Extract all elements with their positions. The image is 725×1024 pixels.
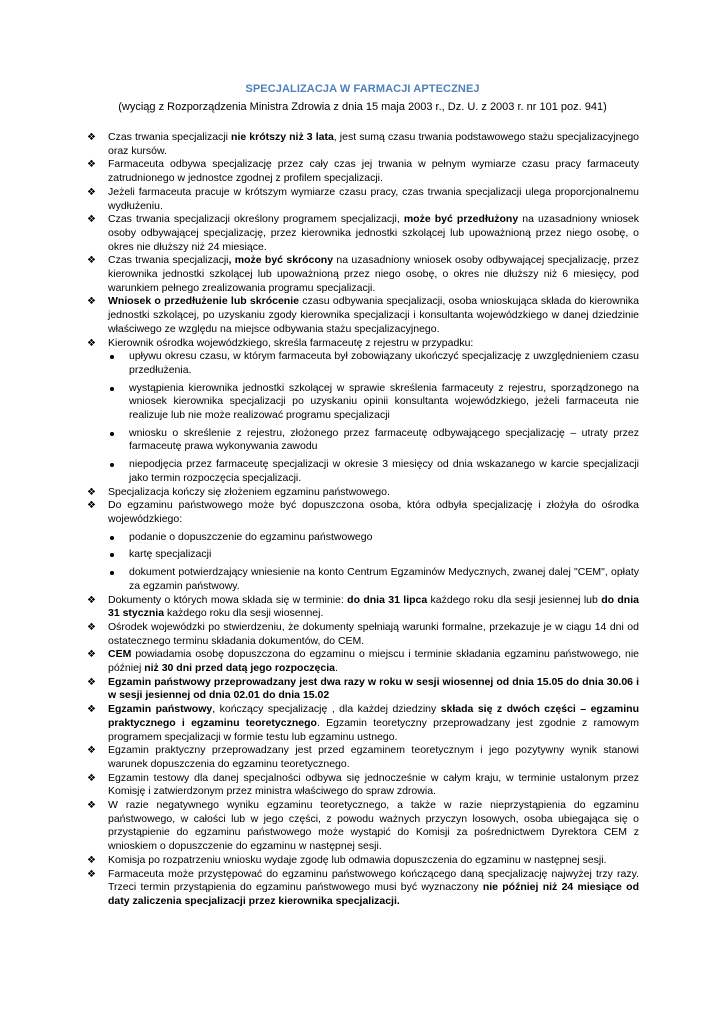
sub-list-item: wniosku o skreślenie z rejestru, złożonego przez farmaceutę odbywającego specjalizację – utraty przez farmaceutę prawa wykonywania zawodu <box>87 427 639 454</box>
four-diamond-bullet-icon: ❖ <box>87 704 96 716</box>
list-item: ❖ Farmaceuta odbywa specjalizację przez cały czas jej trwania w pełnym wymiarze czasu pracy farmaceuty zatrudnionego w jednostce zgodnej z profilem specjalizacji. <box>87 158 639 185</box>
list-item: ❖ Do egzaminu państwowego może być dopuszczona osoba, która odbyła specjalizację i złożyła do ośrodka wojewódzkiego: <box>87 499 639 525</box>
sub-list-item: wystąpienia kierownika jednostki szkolącej w sprawie skreślenia farmaceuty z rejestru, sporządzonego na wniosek kierownika specjalizacji po uzyskaniu opinii konsultanta wojewódzkiego, jeżeli farmaceuta nie realizuje lub nie może realizować programu specjalizacji <box>87 382 639 423</box>
sub-list-item: dokument potwierdzający wniesienie na konto Centrum Egzaminów Medycznych, zwanej dalej "CEM", opłaty za egzamin państwowy. <box>87 566 639 593</box>
four-diamond-bullet-icon: ❖ <box>87 132 96 143</box>
four-diamond-bullet-icon: ❖ <box>87 296 96 308</box>
list-item: ❖ Egzamin testowy dla danej specjalności odbywa się jednocześnie w całym kraju, w terminie ustalonym przez Komisję i zatwierdzonym przez ministra właściwego do spraw zdrowia. <box>87 771 639 798</box>
four-diamond-bullet-icon: ❖ <box>87 255 96 267</box>
document-title: SPECJALIZACJA W FARMACJI APTECZNEJ <box>245 83 480 95</box>
round-bullet-icon <box>110 463 114 467</box>
four-diamond-bullet-icon: ❖ <box>87 486 96 498</box>
sub-list-item: kartę specjalizacji <box>87 548 639 562</box>
list-item: ❖ Farmaceuta może przystępować do egzaminu państwowego kończącego daną specjalizację najwyżej trzy razy. Trzeci termin przystąpienia do egzaminu państwowego musi być wyznaczony nie później niż 24 miesiące od daty zaliczenia specjalizacji przez kierownika specjalizacji. <box>87 867 639 907</box>
list-item: ❖ Czas trwania specjalizacji nie krótszy niż 3 lata, jest sumą czasu trwania podstawowego stażu specjalizacyjnego oraz kursów. <box>87 131 639 157</box>
round-bullet-icon <box>110 432 114 436</box>
four-diamond-bullet-icon: ❖ <box>87 854 96 866</box>
four-diamond-bullet-icon: ❖ <box>87 159 96 171</box>
four-diamond-bullet-icon: ❖ <box>87 214 96 226</box>
list-item: ❖ W razie negatywnego wyniku egzaminu teoretycznego, a także w razie nieprzystąpienia do egzaminu państwowego, w całości lub w jego części, z powodu ważnych przyczyn losowych, osoba ubiegająca się o przystąpienie do egzaminu państwowego może wystąpić do Komisji za pośrednictwem Dyrektora CEM z wnioskiem o dopuszczenie do egzaminu w następnej sesji. <box>87 799 639 853</box>
list-item: ❖ Jeżeli farmaceuta pracuje w krótszym wymiarze czasu pracy, czas trwania specjalizacji ulega proporcjonalnemu wydłużeniu. <box>87 185 639 212</box>
four-diamond-bullet-icon: ❖ <box>87 594 96 606</box>
list-item: ❖ CEM powiadamia osobę dopuszczona do egzaminu o miejscu i terminie składania egzaminu państwowego, nie później niż 30 dni przed datą jego rozpoczęcia. <box>87 648 639 675</box>
round-bullet-icon <box>110 355 114 359</box>
four-diamond-bullet-icon: ❖ <box>87 745 96 757</box>
list-item: ❖ Egzamin państwowy, kończący specjalizację , dla każdej dziedziny składa się z dwóch części – egzaminu praktycznego i egzaminu teoretycznego. Egzamin teoretyczny przeprowadzany jest zgodnie z ramowym programem specjalizacji w formie testu lub egzaminu ustnego. <box>87 703 640 743</box>
four-diamond-bullet-icon: ❖ <box>87 800 96 812</box>
sub-list-item: upływu okresu czasu, w którym farmaceuta był zobowiązany ukończyć specjalizację z uwzględnieniem czasu przedłużenia. <box>87 350 639 377</box>
list-item: ❖ Egzamin praktyczny przeprowadzany jest przed egzaminem teoretycznym i jego pozytywny wynik stanowi warunek dopuszczenia do egzaminu teoretycznego. <box>87 744 639 770</box>
document-subtitle: (wyciąg z Rozporządzenia Ministra Zdrowia z dnia 15 maja 2003 r., Dz. U. z 2003 r. nr 101 poz. 941) <box>118 101 607 113</box>
four-diamond-bullet-icon: ❖ <box>87 621 96 633</box>
sub-list-item: niepodjęcia przez farmaceutę specjalizacji w okresie 3 miesięcy od dnia wskazanego w karcie specjalizacji jako termin rozpoczęcia specjalizacji. <box>87 458 639 485</box>
document-body <box>87 131 639 909</box>
sub-list-item: podanie o dopuszczenie do egzaminu państwowego <box>87 531 639 545</box>
four-diamond-bullet-icon: ❖ <box>87 676 96 688</box>
four-diamond-bullet-icon: ❖ <box>87 868 96 880</box>
round-bullet-icon <box>110 553 114 557</box>
list-item: ❖ Ośrodek wojewódzki po stwierdzeniu, że dokumenty spełniają warunki formalne, przekazuje je w ciągu 14 dni od ostatecznego terminu składania dokumentów, do CEM. <box>87 620 639 647</box>
four-diamond-bullet-icon: ❖ <box>87 649 96 661</box>
list-item: ❖ Czas trwania specjalizacji, może być skrócony na uzasadniony wniosek osoby odbywającej specjalizację, przez kierownika jednostki szkolącej lub upoważnioną przez niego osobę, o okres nie dłuższy niż 6 miesięcy, pod warunkiem pełnego zrealizowania programu specjalizacji. <box>87 254 639 294</box>
list-item: ❖ Wniosek o przedłużenie lub skrócenie czasu odbywania specjalizacji, osoba wnioskująca składa do kierownika jednostki szkolącej, po uzyskaniu zgody kierownika specjalizacji i konsultanta wojewódzkiego w danej dziedzinie właściwego ze względu na miejsce odbywania stażu specjalizacyjnego. <box>87 295 639 335</box>
round-bullet-icon <box>110 387 114 391</box>
list-item: ❖ Kierownik ośrodka wojewódzkiego, skreśla farmaceutę z rejestru w przypadku: <box>87 336 474 349</box>
list-item: ❖ Komisja po rozpatrzeniu wniosku wydaje zgodę lub odmawia dopuszczenia do egzaminu w następnej sesji. <box>87 853 607 866</box>
list-item: ❖ Czas trwania specjalizacji określony programem specjalizacji, może być przedłużony na uzasadniony wniosek osoby odbywającej specjalizację, przez kierownika jednostki szkolącej lub upoważnioną przez niego osobę, o okres nie dłuższy niż 24 miesiące. <box>87 213 639 253</box>
four-diamond-bullet-icon: ❖ <box>87 500 96 512</box>
four-diamond-bullet-icon: ❖ <box>87 186 96 198</box>
list-item: ❖ Specjalizacja kończy się złożeniem egzaminu państwowego. <box>87 485 390 498</box>
list-item: ❖ Egzamin państwowy przeprowadzany jest dwa razy w roku w sesji wiosennej od dnia 15.05 do dnia 30.06 i w sesji jesiennej od dnia 02.01 do dnia 15.02 <box>87 675 639 702</box>
round-bullet-icon <box>110 571 114 575</box>
list-item: ❖ Dokumenty o których mowa składa się w terminie: do dnia 31 lipca każdego roku dla sesji jesiennej lub do dnia 31 stycznia każdego roku dla sesji wiosennej. <box>87 593 639 620</box>
round-bullet-icon <box>110 536 114 540</box>
four-diamond-bullet-icon: ❖ <box>87 772 96 784</box>
four-diamond-bullet-icon: ❖ <box>87 337 96 349</box>
